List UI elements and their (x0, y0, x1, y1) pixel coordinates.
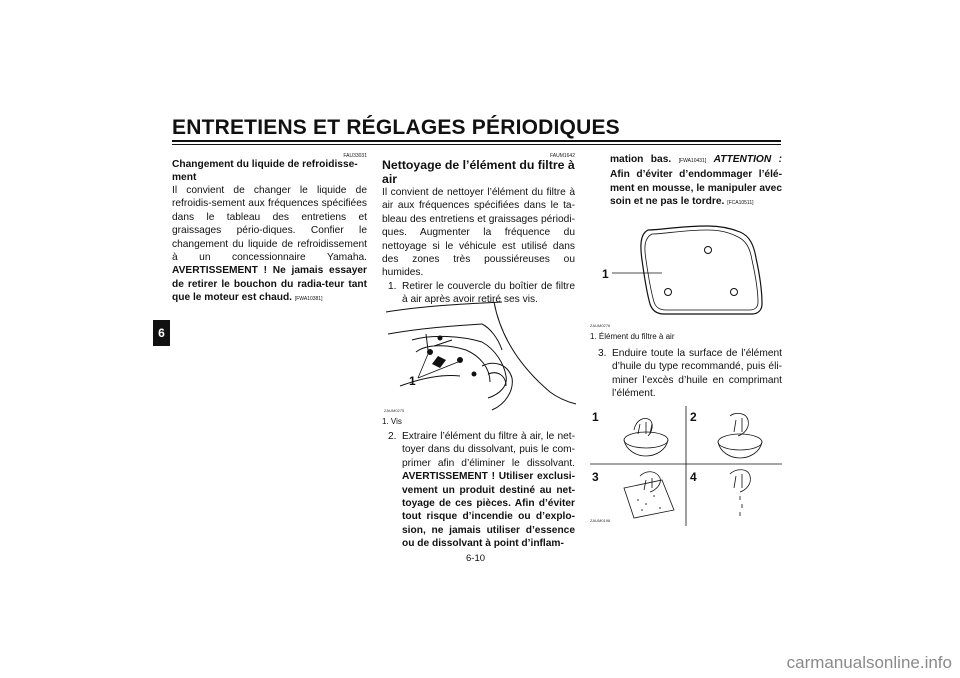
coolant-body: Il convient de changer le liquide de refroidis-sement aux fréquences spécifiées dans le tableau des entretiens et graissages pério-diques. Confier le changement du liquide de refroidissement à un concessionnaire Yamaha. (172, 185, 367, 264)
coolant-paragraph (172, 184, 367, 307)
page-title: ENTRETIENS ET RÉGLAGES PÉRIODIQUES (172, 116, 620, 139)
step-2 (388, 430, 575, 551)
step-1-number: 1. (388, 280, 397, 292)
header-rule-thin (172, 144, 781, 145)
header-rule (172, 140, 781, 142)
watermark: carmanualsonline.info (786, 653, 952, 672)
column-2 (382, 153, 575, 307)
column-1 (172, 153, 367, 307)
fig3-code: ZAUM0198 (590, 518, 611, 523)
attention-label: ATTENTION : (713, 154, 782, 165)
fig1-callout: 1 (409, 374, 416, 388)
step-2-warning: AVERTISSEMENT ! Utiliser exclusi-vement un produit destiné au net-toyage de ces pièces. Afin d’éviter tout risque d’incendie ou d’explo-sion, ne jamais utiliser d’essence ou de dissolvant à point d’inflam- (402, 471, 575, 550)
fig1-code: ZAUM0275 (384, 408, 405, 413)
column-3-lower (590, 332, 782, 401)
column-3 (590, 153, 782, 211)
fig3-label-4: 4 (690, 470, 697, 484)
step-2-text: Extraire l’élément du filtre à air, le net-toyer dans du dissolvant, puis le com-primer afin d’éliminer le dissolvant. (402, 431, 575, 469)
filter-element-illustration (590, 212, 782, 330)
fig2-caption: 1. Élément du filtre à air (590, 332, 675, 341)
section-heading-coolant: Changement du liquide de refroidisse-ment (172, 159, 358, 183)
warning-code: [FWA10431] (678, 158, 707, 164)
fig3-label-1: 1 (592, 410, 599, 424)
coolant-warning: AVERTISSEMENT ! Ne jamais essayer de retirer le bouchon du radia-teur tant que le moteur est chaud. (172, 265, 367, 304)
warning-continuation: mation bas. (610, 154, 672, 165)
fig3-label-2: 2 (690, 410, 697, 424)
attention-code: [FCA10511] (727, 200, 754, 207)
oiling-steps-illustration (590, 404, 782, 528)
screws-illustration (382, 294, 578, 414)
fig3-label-3: 3 (592, 470, 599, 484)
fig1-caption: 1. Vis (382, 417, 402, 426)
air-filter-body: Il convient de nettoyer l’élément du filtre à air aux fréquences spécifiées dans le ta-bleau des entretiens et graissages périodi-ques. Augmenter la fréquence du nettoyage si le véhicule est utilisé dans des zones très poussiéreuses ou humides. (382, 187, 575, 279)
section-heading-air-filter: Nettoyage de l’élément du filtre à air (382, 158, 575, 186)
warning-code: [FWA10381] (294, 296, 323, 303)
column-2-lower (382, 417, 575, 551)
fig2-code: ZAUM0276 (590, 323, 611, 328)
figure-filter-element (590, 212, 782, 330)
fig2-callout: 1 (602, 267, 609, 281)
step-1-text: Retirer le couvercle du boîtier de filtre à air après avoir retiré ses vis. (402, 280, 575, 306)
page-number: 6-10 (466, 553, 486, 564)
figure-screws (382, 294, 578, 414)
chapter-tab: 6 (153, 320, 170, 346)
step-2-continuation (590, 153, 782, 211)
step-3 (598, 347, 782, 401)
step-2-number: 2. (388, 431, 397, 442)
step-3-number: 3. (598, 348, 607, 359)
section-code: FAU33031 (343, 153, 367, 159)
section-code: FAUM1642 (549, 153, 575, 159)
step-3-text: Enduire toute la surface de l’élément d’huile du type recommandé, puis éli-miner l’excès d’huile en comprimant l’élément. (612, 348, 782, 400)
attention-text: Afin d’éviter d’endommager l’élé-ment en mousse, le manipuler avec soin et ne pas le tordre. (610, 169, 782, 208)
figure-oiling-steps (590, 404, 782, 528)
